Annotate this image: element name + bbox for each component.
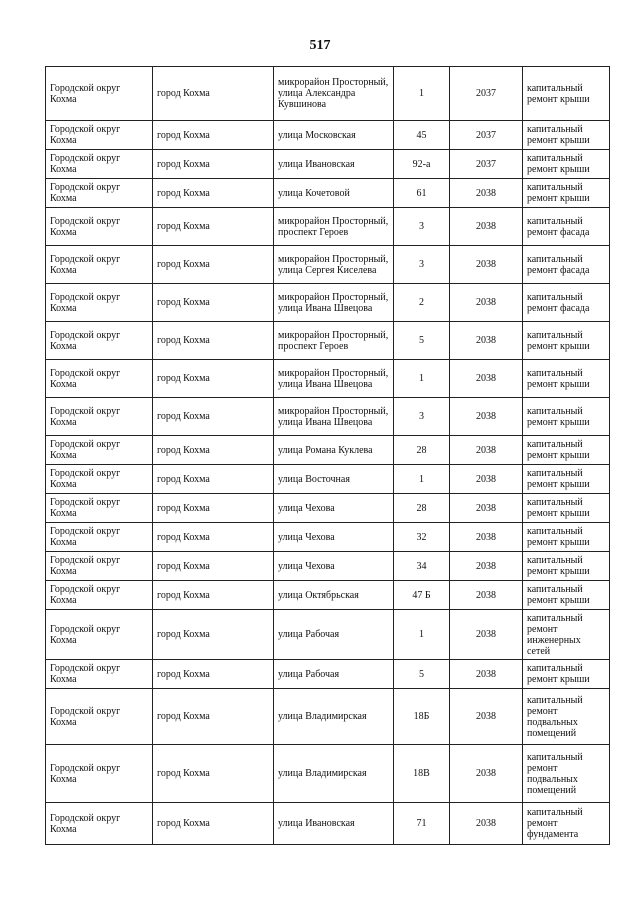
table-row — [46, 360, 610, 398]
settlement-cell: город Кохма — [153, 581, 274, 610]
table-row — [46, 523, 610, 552]
table-row — [46, 121, 610, 150]
street-cell: улица Восточная — [274, 465, 394, 494]
street-cell: микрорайон Просторный, улица Ивана Швецова — [274, 398, 394, 436]
municipality-cell: Городской округ Кохма — [46, 150, 153, 179]
municipality-cell: Городской округ Кохма — [46, 322, 153, 360]
settlement-cell: город Кохма — [153, 436, 274, 465]
house-number-cell: 28 — [394, 436, 450, 465]
table-row — [46, 610, 610, 660]
street-cell: улица Чехова — [274, 552, 394, 581]
work-type-cell: капитальный ремонт фасада — [523, 284, 610, 322]
year-cell: 2038 — [450, 523, 523, 552]
table-row — [46, 581, 610, 610]
street-cell: микрорайон Просторный, проспект Героев — [274, 322, 394, 360]
table-row — [46, 660, 610, 689]
house-number-cell: 2 — [394, 284, 450, 322]
house-number-cell: 92-а — [394, 150, 450, 179]
table-row — [46, 179, 610, 208]
street-cell: микрорайон Просторный, проспект Героев — [274, 208, 394, 246]
settlement-cell: город Кохма — [153, 246, 274, 284]
house-number-cell: 34 — [394, 552, 450, 581]
table-row — [46, 745, 610, 803]
work-type-cell: капитальный ремонт подвальных помещений — [523, 689, 610, 745]
municipality-cell: Городской округ Кохма — [46, 745, 153, 803]
work-type-cell: капитальный ремонт крыши — [523, 523, 610, 552]
house-number-cell: 1 — [394, 465, 450, 494]
settlement-cell: город Кохма — [153, 322, 274, 360]
settlement-cell: город Кохма — [153, 179, 274, 208]
house-number-cell: 3 — [394, 208, 450, 246]
municipality-cell: Городской округ Кохма — [46, 360, 153, 398]
year-cell: 2038 — [450, 436, 523, 465]
table-row — [46, 398, 610, 436]
settlement-cell: город Кохма — [153, 208, 274, 246]
year-cell: 2038 — [450, 745, 523, 803]
street-cell: улица Ивановская — [274, 150, 394, 179]
house-number-cell: 28 — [394, 494, 450, 523]
house-number-cell: 47 Б — [394, 581, 450, 610]
municipality-cell: Городской округ Кохма — [46, 208, 153, 246]
street-cell: улица Владимирская — [274, 745, 394, 803]
year-cell: 2038 — [450, 284, 523, 322]
table-row — [46, 208, 610, 246]
table-row — [46, 322, 610, 360]
work-type-cell: капитальный ремонт фасада — [523, 246, 610, 284]
year-cell: 2038 — [450, 398, 523, 436]
street-cell: микрорайон Просторный, улица Ивана Швецова — [274, 284, 394, 322]
house-number-cell: 18Б — [394, 689, 450, 745]
year-cell: 2038 — [450, 465, 523, 494]
year-cell: 2038 — [450, 246, 523, 284]
table-row — [46, 689, 610, 745]
settlement-cell: город Кохма — [153, 67, 274, 121]
settlement-cell: город Кохма — [153, 552, 274, 581]
municipality-cell: Городской округ Кохма — [46, 284, 153, 322]
year-cell: 2038 — [450, 552, 523, 581]
work-type-cell: капитальный ремонт крыши — [523, 552, 610, 581]
year-cell: 2038 — [450, 803, 523, 845]
settlement-cell: город Кохма — [153, 398, 274, 436]
street-cell: микрорайон Просторный, улица Александра Кувшинова — [274, 67, 394, 121]
house-number-cell: 3 — [394, 246, 450, 284]
settlement-cell: город Кохма — [153, 360, 274, 398]
table-body — [46, 67, 610, 845]
year-cell: 2038 — [450, 689, 523, 745]
municipality-cell: Городской округ Кохма — [46, 179, 153, 208]
work-type-cell: капитальный ремонт крыши — [523, 121, 610, 150]
work-type-cell: капитальный ремонт крыши — [523, 179, 610, 208]
street-cell: микрорайон Просторный, улица Ивана Швецова — [274, 360, 394, 398]
settlement-cell: город Кохма — [153, 745, 274, 803]
municipality-cell: Городской округ Кохма — [46, 660, 153, 689]
work-type-cell: капитальный ремонт подвальных помещений — [523, 745, 610, 803]
municipality-cell: Городской округ Кохма — [46, 803, 153, 845]
municipality-cell: Городской округ Кохма — [46, 398, 153, 436]
municipality-cell: Городской округ Кохма — [46, 689, 153, 745]
work-type-cell: капитальный ремонт крыши — [523, 67, 610, 121]
year-cell: 2038 — [450, 208, 523, 246]
settlement-cell: город Кохма — [153, 150, 274, 179]
year-cell: 2038 — [450, 322, 523, 360]
municipality-cell: Городской округ Кохма — [46, 465, 153, 494]
table-row — [46, 246, 610, 284]
house-number-cell: 18В — [394, 745, 450, 803]
house-number-cell: 45 — [394, 121, 450, 150]
year-cell: 2037 — [450, 150, 523, 179]
municipality-cell: Городской округ Кохма — [46, 610, 153, 660]
work-type-cell: капитальный ремонт крыши — [523, 465, 610, 494]
street-cell: улица Романа Куклева — [274, 436, 394, 465]
year-cell: 2038 — [450, 179, 523, 208]
work-type-cell: капитальный ремонт инженерных сетей — [523, 610, 610, 660]
table-row — [46, 465, 610, 494]
table-row — [46, 67, 610, 121]
page-number: 517 — [309, 38, 331, 53]
settlement-cell: город Кохма — [153, 284, 274, 322]
work-type-cell: капитальный ремонт фасада — [523, 208, 610, 246]
street-cell: улица Чехова — [274, 523, 394, 552]
work-type-cell: капитальный ремонт крыши — [523, 398, 610, 436]
house-number-cell: 5 — [394, 322, 450, 360]
year-cell: 2037 — [450, 121, 523, 150]
year-cell: 2038 — [450, 360, 523, 398]
table-row — [46, 803, 610, 845]
year-cell: 2038 — [450, 660, 523, 689]
work-type-cell: капитальный ремонт крыши — [523, 436, 610, 465]
table-row — [46, 436, 610, 465]
settlement-cell: город Кохма — [153, 494, 274, 523]
house-number-cell: 71 — [394, 803, 450, 845]
municipality-cell: Городской округ Кохма — [46, 581, 153, 610]
municipality-cell: Городской округ Кохма — [46, 246, 153, 284]
municipality-cell: Городской округ Кохма — [46, 552, 153, 581]
house-number-cell: 1 — [394, 360, 450, 398]
settlement-cell: город Кохма — [153, 523, 274, 552]
street-cell: улица Чехова — [274, 494, 394, 523]
street-cell: улица Кочетовой — [274, 179, 394, 208]
municipality-cell: Городской округ Кохма — [46, 494, 153, 523]
house-number-cell: 1 — [394, 67, 450, 121]
year-cell: 2038 — [450, 610, 523, 660]
street-cell: улица Московская — [274, 121, 394, 150]
street-cell: улица Октябрьская — [274, 581, 394, 610]
house-number-cell: 32 — [394, 523, 450, 552]
municipality-cell: Городской округ Кохма — [46, 523, 153, 552]
work-type-cell: капитальный ремонт фундамента — [523, 803, 610, 845]
settlement-cell: город Кохма — [153, 465, 274, 494]
municipality-cell: Городской округ Кохма — [46, 436, 153, 465]
house-number-cell: 5 — [394, 660, 450, 689]
table-row — [46, 552, 610, 581]
table-row — [46, 494, 610, 523]
work-type-cell: капитальный ремонт крыши — [523, 360, 610, 398]
table-row — [46, 284, 610, 322]
repair-schedule-table — [45, 66, 610, 845]
settlement-cell: город Кохма — [153, 689, 274, 745]
street-cell: улица Рабочая — [274, 660, 394, 689]
work-type-cell: капитальный ремонт крыши — [523, 660, 610, 689]
settlement-cell: город Кохма — [153, 803, 274, 845]
house-number-cell: 61 — [394, 179, 450, 208]
house-number-cell: 1 — [394, 610, 450, 660]
municipality-cell: Городской округ Кохма — [46, 67, 153, 121]
work-type-cell: капитальный ремонт крыши — [523, 494, 610, 523]
year-cell: 2038 — [450, 581, 523, 610]
street-cell: улица Рабочая — [274, 610, 394, 660]
work-type-cell: капитальный ремонт крыши — [523, 150, 610, 179]
municipality-cell: Городской округ Кохма — [46, 121, 153, 150]
street-cell: микрорайон Просторный, улица Сергея Киселева — [274, 246, 394, 284]
year-cell: 2037 — [450, 67, 523, 121]
street-cell: улица Ивановская — [274, 803, 394, 845]
settlement-cell: город Кохма — [153, 660, 274, 689]
street-cell: улица Владимирская — [274, 689, 394, 745]
work-type-cell: капитальный ремонт крыши — [523, 581, 610, 610]
work-type-cell: капитальный ремонт крыши — [523, 322, 610, 360]
settlement-cell: город Кохма — [153, 610, 274, 660]
house-number-cell: 3 — [394, 398, 450, 436]
year-cell: 2038 — [450, 494, 523, 523]
table-row — [46, 150, 610, 179]
settlement-cell: город Кохма — [153, 121, 274, 150]
